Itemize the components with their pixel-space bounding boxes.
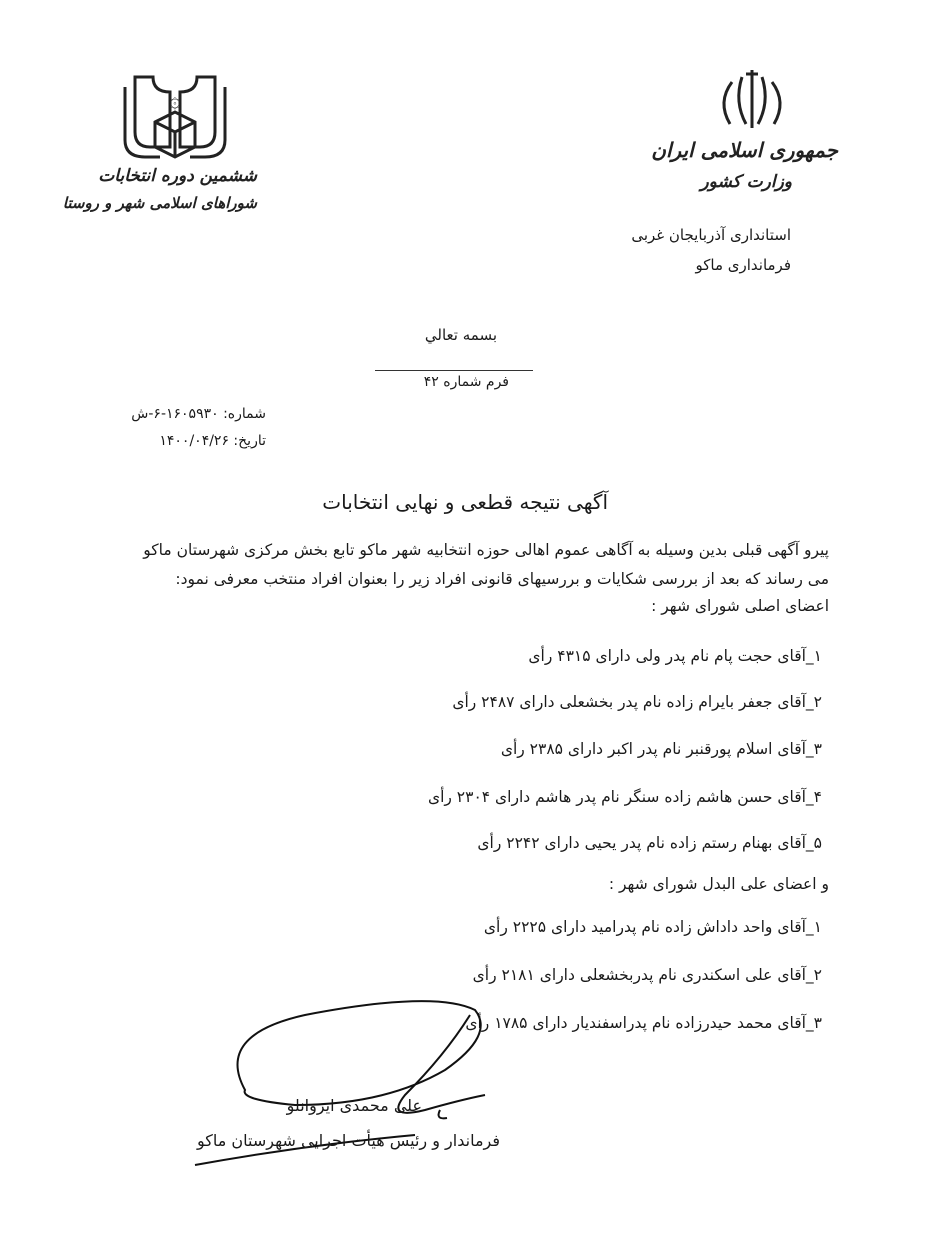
reference-date-label: تاریخ: [233,433,266,449]
emblem-left-line2: شوراهای اسلامی شهر و روستا [62,194,257,212]
emblem-right-line1: جمهوری اسلامی ایران [651,138,838,162]
election-emblem [62,62,275,232]
alternate-member-2: ۲_آقای علی اسکندری نام پدربخشعلی دارای ۲۱۸۱ رأی [472,966,822,984]
form-label: فرم شماره ۴۲ [423,374,509,390]
svg-text:۞: ۞ [168,88,182,113]
main-member-2: ۲_آقای جعفر بایرام زاده نام پدر بخشعلی دارای ۲۴۸۷ رأی [452,693,822,711]
ballot-box-logo-icon [95,62,275,162]
national-emblem-icon [662,62,842,137]
reference-number-value: ۱۶۰۵۹۳۰-۶-ش [131,406,219,422]
intro-line-2: می رساند که بعد از بررسی شکایات و بررسیهای قانونی افراد زیر را بعنوان افراد منتخب معرفی نمود: [175,570,829,588]
alternate-member-3: ۳_آقای محمد حیدرزاده نام پدراسفندیار دارای ۱۷۸۵ رأی [465,1014,822,1032]
form-divider [375,370,533,371]
reference-number-label: شماره: [223,406,266,422]
emblem-right-line2: وزارت کشور [700,172,792,192]
main-member-4: ۴_آقای حسن هاشم زاده سنگر نام پدر هاشم دارای ۲۳۰۴ رأی [427,788,822,806]
main-members-heading: اعضای اصلی شورای شهر : [651,597,829,615]
signatory-name: علی محمدی ایروانلو [286,1096,422,1115]
main-member-3: ۳_آقای اسلام پورقنبر نام پدر اکبر دارای ۲۳۸۵ رأی [500,740,822,758]
reference-date-value: ۱۴۰۰/۰۴/۲۶ [159,433,229,449]
reference-number [131,406,266,422]
signatory-position: فرماندار و رئیس هیأت اجرایی شهرستان ماکو [197,1131,500,1150]
intro-line-1: پیرو آگهی قبلی بدین وسیله به آگاهی عموم اهالی حوزه انتخابیه شهر ماکو تابع بخش مرکزی شهرستان ماکو [143,541,829,559]
main-member-5: ۵_آقای بهنام رستم زاده نام پدر یحیی دارای ۲۲۴۲ رأی [477,834,822,852]
republic-emblem [651,62,842,212]
main-member-1: ۱_آقای حجت پام نام پدر ولی دارای ۴۳۱۵ رأی [528,647,822,665]
province-office: استانداری آذربایجان غربی [631,226,791,244]
emblem-left-line1: ششمین دوره انتخابات [98,166,257,186]
reference-date [159,433,266,449]
alternate-member-1: ۱_آقای واحد داداش زاده نام پدرامید دارای ۲۲۲۵ رأی [483,918,822,936]
announcement-title: آگهی نتیجه قطعی و نهایی انتخابات [322,490,608,514]
invocation: بسمه تعالي [424,326,497,344]
county-office: فرمانداری ماکو [695,256,791,274]
alternate-members-heading: و اعضای علی البدل شورای شهر : [608,875,829,893]
